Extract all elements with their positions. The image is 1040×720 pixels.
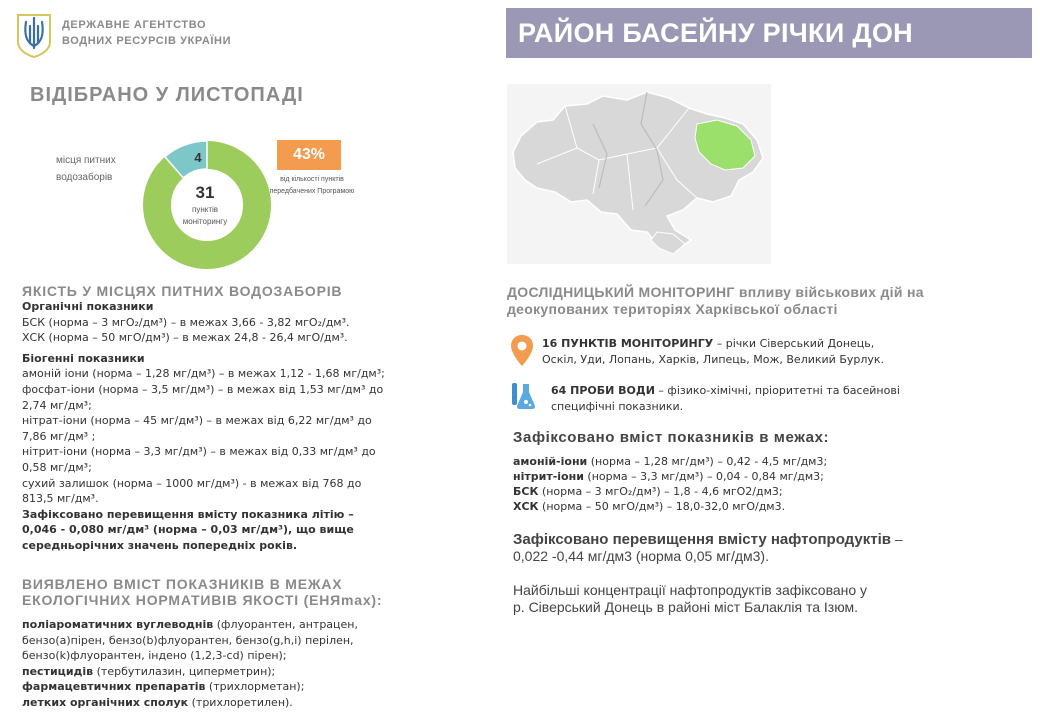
- pah-label: поліароматичних вуглеводнів: [22, 618, 214, 631]
- research-heading-rest: впливу військових дій на: [734, 284, 924, 300]
- samples-desc: – фізико-хімічні, пріоритетні та басейнові: [654, 384, 900, 397]
- phosphate-line-1: фосфат-іони (норма – 3,5 мг/дм³) – в межах від 1,53 мг/дм³ до: [22, 382, 384, 396]
- biogenic-title: Біогенні показники: [22, 351, 145, 365]
- research-heading-bold: ДОСЛІДНИЦЬКИЙ МОНІТОРИНГ: [507, 284, 735, 300]
- samples-bold: 64 ПРОБИ ВОДИ: [551, 384, 655, 397]
- page-title: РАЙОН БАСЕЙНУ РІЧКИ ДОН: [518, 18, 913, 48]
- r-ammonium-text: (норма – 1,28 мг/дм³) – 0,42 - 4,5 мг/дм3;: [587, 455, 828, 468]
- agency-name: [62, 17, 231, 49]
- lithium-line-2: 0,046 - 0,080 мг/дм³ (норма – 0,03 мг/дм³), що вище: [22, 523, 354, 537]
- donut-slice-value: 4: [194, 150, 202, 165]
- r-ammonium-label: амоній-іони: [513, 455, 588, 468]
- dry-residue-line-2: 813,5 мг/дм³.: [22, 492, 99, 506]
- ukraine-map: [507, 84, 771, 264]
- pah-text-1: (флуорантен, антрацен,: [213, 618, 358, 631]
- nitrate-line-2: 7,86 мг/дм³ ;: [22, 429, 96, 443]
- enya-heading-line-1: ВИЯВЛЕНО ВМІСТ ПОКАЗНИКІВ В МЕЖАХ: [22, 576, 343, 592]
- ammonium-line: амоній іони (норма – 1,28 мг/дм³) – в межах 1,12 - 1,68 мг/дм³;: [22, 367, 385, 381]
- enya-text: [22, 617, 492, 711]
- r-bsk-label: БСК: [513, 485, 539, 498]
- lithium-line-3: середньорічних значень попередніх років.: [22, 538, 298, 552]
- pharma-text: (трихлорметан);: [205, 680, 305, 694]
- pharma-label: фармацевтичних препаратів: [22, 680, 206, 694]
- bsk-line: БСК (норма – 3 мгО₂/дм³) – в межах 3,66 - 3,82 мгО₂/дм³.: [22, 315, 350, 329]
- oil-excess-dash: –: [890, 531, 903, 547]
- nitrate-line-1: нітрат-іони (норма – 45 мг/дм³) – в межах від 6,22 мг/дм³ до: [22, 414, 372, 428]
- fixed-heading: Зафіксовано вміст показників в межах:: [513, 429, 830, 446]
- nitrite-line-2: 0,58 мг/дм³;: [22, 460, 92, 474]
- oil-concentration-note: [513, 582, 1033, 616]
- slice-label: [56, 152, 124, 186]
- oil-excess: [513, 531, 1033, 565]
- r-nitrite-label: нітрит-іони: [513, 470, 584, 483]
- agency-line-1: ДЕРЖАВНЕ АГЕНТСТВО: [62, 19, 207, 31]
- percent-badge: 43%: [277, 140, 341, 170]
- donut-caption-2: моніторингу: [182, 217, 228, 226]
- nitrite-line-1: нітрит-іони (норма – 3,3 мг/дм³) – в межах від 0,33 мг/дм³ до: [22, 445, 376, 459]
- points-rivers-2: Оскіл, Уди, Лопань, Харків, Липець, Мож, Великий Бурлук.: [542, 352, 885, 366]
- enya-heading-line-2: ЕКОЛОГІЧНИХ НОРМАТИВІВ ЯКОСТІ (ЕНЯmax):: [22, 592, 383, 608]
- pah-text-3: бензо(k)флуорантен, індено (1,2,3-cd) пірен);: [22, 649, 287, 663]
- oil-concentration-line-1: Найбільші концентрації нафтопродуктів зафіксовано у: [513, 582, 868, 598]
- dry-residue-line-1: сухий залишок (норма – 1000 мг/дм³) - в межах від 768 до: [22, 476, 362, 490]
- oil-excess-bold: Зафіксовано перевищення вмісту нафтопродуктів: [513, 531, 891, 548]
- donut-caption-1: пунктів: [191, 205, 219, 214]
- samples-desc-2: специфічні показники.: [551, 399, 684, 413]
- percent-note: від кількості пунктів передбачених Програмою: [269, 176, 355, 195]
- hsk-line: ХСК (норма – 50 мгО/дм³) – в межах 24,8 - 26,4 мгО/дм³.: [22, 331, 348, 345]
- samples-text: [551, 383, 1031, 414]
- points-bold: 16 ПУНКТІВ МОНІТОРИНГУ: [542, 337, 714, 350]
- donut-total: 31: [195, 183, 215, 202]
- location-pin-icon: [509, 334, 535, 368]
- volatile-text: (трихлоретилен).: [188, 695, 293, 709]
- r-hsk-label: ХСК: [513, 500, 539, 513]
- research-heading-line-2: деокупованих територіях Харківської області: [507, 301, 838, 317]
- lithium-line-1: Зафіксовано перевищення вмісту показника літію –: [22, 507, 354, 521]
- r-nitrite-text: (норма – 3,3 мг/дм³) – 0,04 - 0,84 мг/дм3;: [583, 470, 824, 483]
- agency-line-2: ВОДНИХ РЕСУРСІВ УКРАЇНИ: [62, 35, 232, 47]
- points-text: [542, 336, 1032, 367]
- slice-label-line-1: місця питних: [56, 155, 116, 166]
- organic-title: Органічні показники: [22, 300, 154, 313]
- volatile-label: летких органічних сполук: [22, 695, 189, 709]
- donut-chart: [142, 140, 272, 270]
- pah-text-2: бензо(а)пірен, бензо(b)флуорантен, бензо(g,h,i) перілен,: [22, 633, 354, 647]
- r-hsk-text: (норма – 50 мгО/дм³) – 18,0-32,0 мгО/дм3.: [538, 500, 786, 513]
- quality-heading: ЯКІСТЬ У МІСЦЯХ ПИТНИХ ВОДОЗАБОРІВ: [22, 283, 343, 299]
- pesticides-text: (тербутилазин, циперметрин);: [93, 664, 276, 678]
- trident-emblem-icon: [12, 12, 56, 58]
- enya-heading: [22, 576, 382, 608]
- lab-flask-icon: [509, 381, 537, 411]
- slice-label-line-2: водозаборів: [56, 172, 113, 183]
- title-banner: [506, 8, 1032, 58]
- sampled-heading: ВІДІБРАНО У ЛИСТОПАДІ: [30, 84, 304, 106]
- fixed-values: [513, 454, 1033, 514]
- oil-concentration-line-2: р. Сіверський Донець в районі міст Балаклія та Ізюм.: [513, 599, 859, 615]
- r-bsk-text: (норма – 3 мгО₂/дм³) – 1,8 - 4,6 мгО2/дм3;: [538, 485, 783, 498]
- quality-text: [22, 299, 484, 554]
- pesticides-label: пестицидів: [22, 664, 94, 678]
- oil-excess-values: 0,022 -0,44 мг/дм3 (норма 0,05 мг/дм3).: [513, 548, 769, 564]
- phosphate-line-2: 2,74 мг/дм³;: [22, 398, 92, 412]
- research-heading: [507, 284, 1035, 318]
- points-rivers: – річки Сіверський Донець,: [713, 337, 875, 350]
